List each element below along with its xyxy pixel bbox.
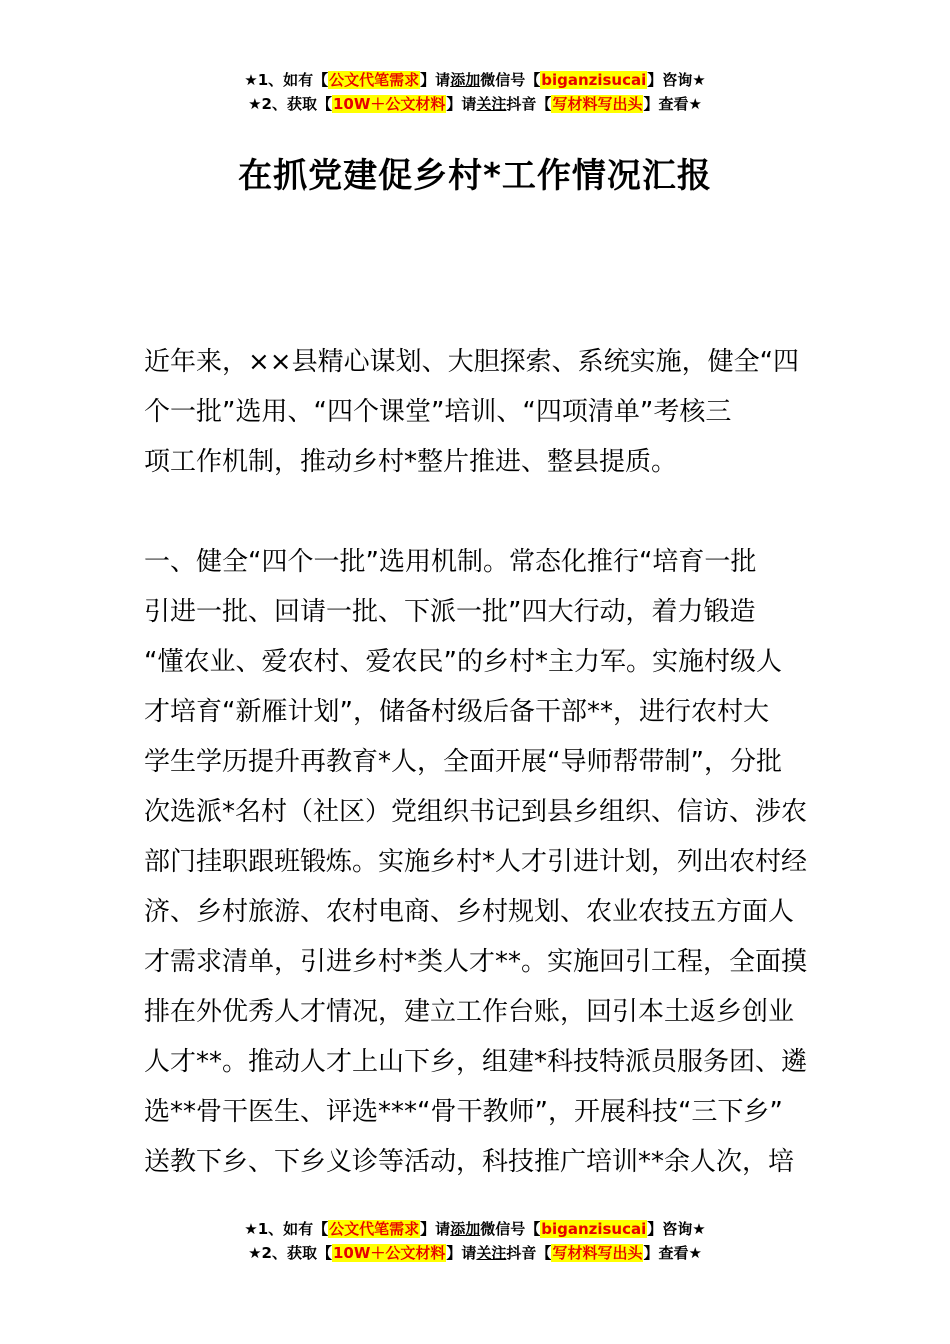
banner-highlight: 公文代笔需求: [329, 1220, 420, 1238]
banner-text: ★2、获取【: [248, 1244, 332, 1262]
text-line: 济、乡村旅游、农村电商、乡村规划、农业农技五方面人: [144, 897, 795, 927]
text-line: 次选派*名村（社区）党组织书记到县乡组织、信访、涉农: [144, 797, 808, 827]
banner-text: 】咨询★: [647, 71, 706, 89]
banner-text: 】咨询★: [647, 1220, 706, 1238]
banner-highlight-wechat: biganzisucai: [541, 1220, 647, 1238]
banner-underline: 关注: [476, 1244, 507, 1262]
banner-highlight-wechat: biganzisucai: [541, 71, 647, 89]
banner-line-1: [0, 68, 950, 92]
banner-line-2: [0, 92, 950, 116]
text-line: 近年来，××县精心谋划、大胆探索、系统实施，健全“四: [144, 347, 800, 377]
footer-banner: [0, 1217, 950, 1265]
banner-text: ★1、如有【: [244, 71, 329, 89]
paragraph-intro: [144, 337, 808, 487]
banner-highlight: 10W＋公文材料: [332, 95, 446, 113]
banner-text: 】请: [420, 71, 451, 89]
banner-highlight: 公文代笔需求: [329, 71, 420, 89]
text-line: 人才**。推动人才上山下乡，组建*科技特派员服务团、遴: [144, 1047, 808, 1077]
text-line: 学生学历提升再教育*人，全面开展“导师帮带制”，分批: [144, 747, 782, 777]
banner-text: 】请: [446, 95, 477, 113]
banner-highlight: 10W＋公文材料: [332, 1244, 446, 1262]
banner-text: 微信号【: [480, 1220, 541, 1238]
banner-text: 】查看★: [643, 1244, 702, 1262]
paragraph-section-1: [144, 537, 808, 1187]
banner-text: 抖音【: [506, 1244, 552, 1262]
banner-line-2: [0, 1241, 950, 1265]
text-line: 选**骨干医生、评选***“骨干教师”，开展科技“三下乡”: [144, 1097, 783, 1127]
banner-text: ★2、获取【: [248, 95, 332, 113]
banner-highlight-douyin: 写材料写出头: [552, 1244, 643, 1262]
banner-underline: 添加: [450, 1220, 481, 1238]
banner-underline: 关注: [476, 95, 507, 113]
banner-text: 抖音【: [506, 95, 552, 113]
banner-text: ★1、如有【: [244, 1220, 329, 1238]
banner-text: 】请: [446, 1244, 477, 1262]
text-line: 送教下乡、下乡义诊等活动，科技推广培训**余人次，培: [144, 1147, 795, 1177]
banner-text: 微信号【: [480, 71, 541, 89]
text-line: 个一批”选用、“四个课堂”培训、“四项清单”考核三: [144, 397, 732, 427]
text-line: 一、健全“四个一批”选用机制。常态化推行“培育一批: [144, 547, 757, 577]
text-line: 才需求清单，引进乡村*类人才**。实施回引工程，全面摸: [144, 947, 808, 977]
banner-text: 】请: [420, 1220, 451, 1238]
banner-underline: 添加: [450, 71, 481, 89]
text-line: 部门挂职跟班锻炼。实施乡村*人才引进计划，列出农村经: [144, 847, 808, 877]
banner-highlight-douyin: 写材料写出头: [552, 95, 643, 113]
text-line: “懂农业、爱农村、爱农民”的乡村*主力军。实施村级人: [144, 647, 782, 677]
document-title: 在抓党建促乡村*工作情况汇报: [238, 156, 712, 196]
banner-line-1: [0, 1217, 950, 1241]
header-banner: [0, 68, 950, 116]
text-line: 才培育“新雁计划”，储备村级后备干部**，进行农村大: [144, 697, 769, 727]
text-line: 引进一批、回请一批、下派一批”四大行动，着力锻造: [144, 597, 756, 627]
text-line: 项工作机制，推动乡村*整片推进、整县提质。: [144, 447, 678, 477]
text-line: 排在外优秀人才情况，建立工作台账，回引本土返乡创业: [144, 997, 795, 1027]
banner-text: 】查看★: [643, 95, 702, 113]
